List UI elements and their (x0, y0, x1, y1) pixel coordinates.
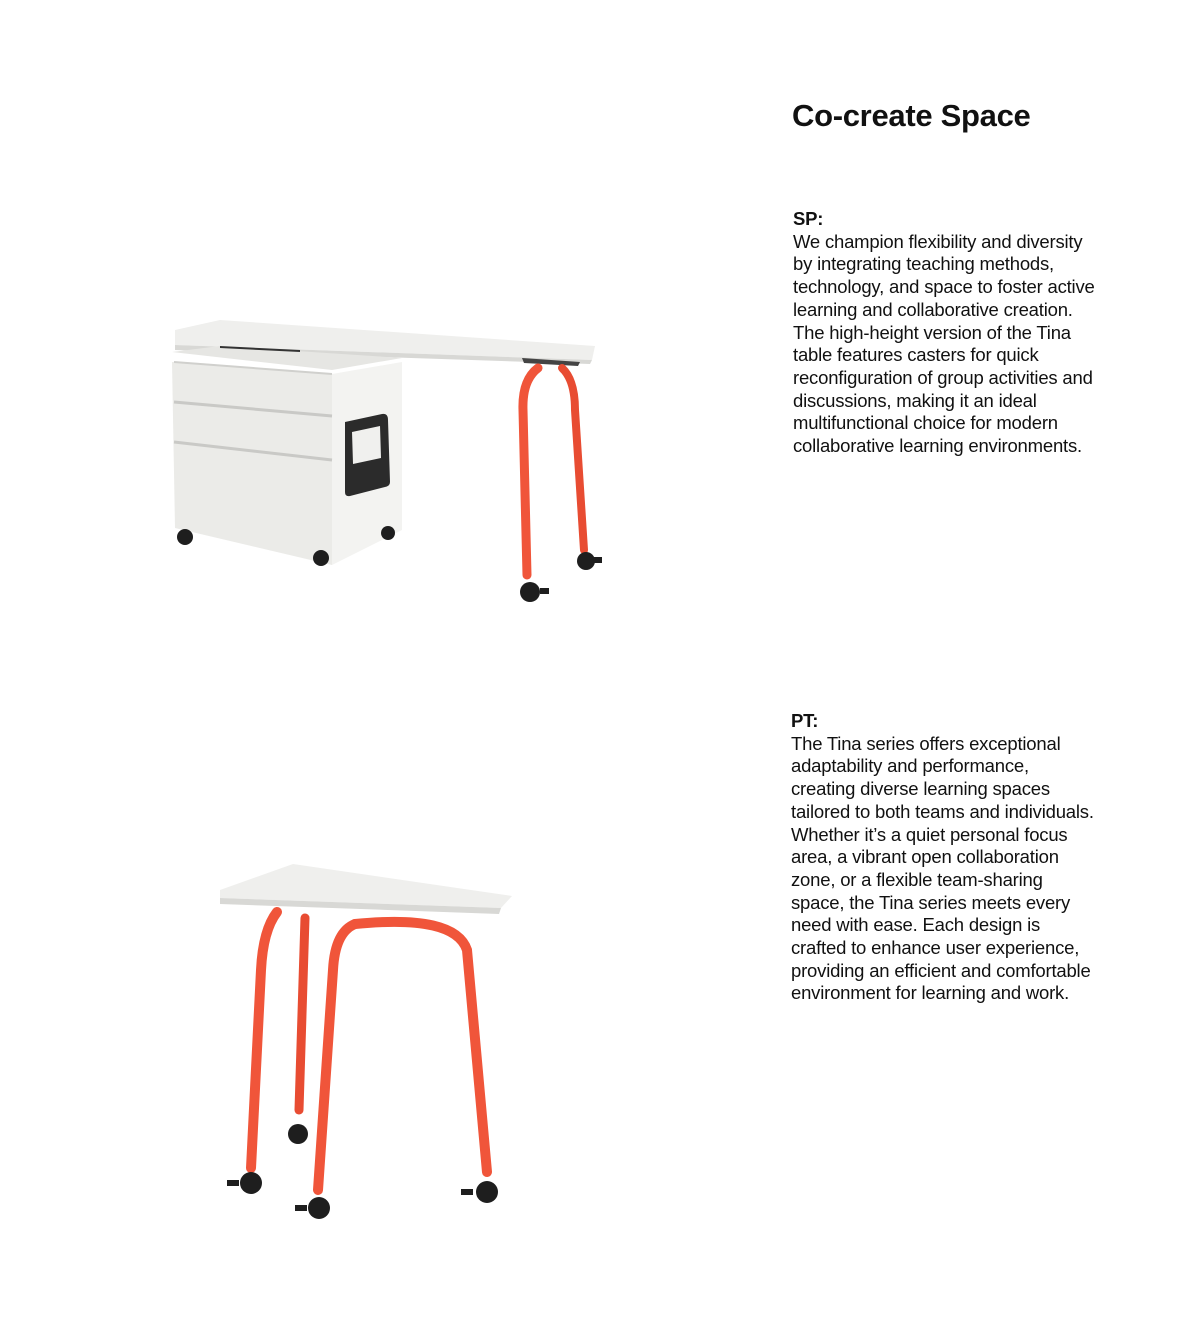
pedestal-front (172, 362, 332, 565)
table-leg-front-left (251, 912, 277, 1168)
table-leg-right (355, 922, 487, 1172)
caster (240, 1172, 262, 1194)
caster (381, 526, 395, 540)
pt-heading: PT: (791, 710, 819, 731)
page-title: Co-create Space (792, 98, 1031, 133)
sp-paragraph: The high-height version of the Tina table features casters for quick reconfiguration of group activities and discussions, making it an ideal multifunctional choice for modern collaborative learning environments. (793, 321, 1093, 457)
caster (520, 582, 540, 602)
caster (577, 552, 595, 570)
caster (313, 550, 329, 566)
caster (476, 1181, 498, 1203)
sp-heading: SP: (793, 208, 824, 229)
sp-section (793, 208, 1098, 458)
table-leg-front-middle (318, 924, 355, 1190)
caster (308, 1197, 330, 1219)
table-leg-back-left (299, 918, 305, 1110)
caster (177, 529, 193, 545)
sp-paragraph: We champion flexibility and diversity by integrating teaching methods, technology, and space to foster active learning and collaborative creation. (793, 230, 1095, 320)
desk-leg-back (562, 368, 584, 550)
caster (288, 1124, 308, 1144)
pt-section (791, 710, 1096, 1005)
trapezoid-table-image (205, 850, 535, 1230)
pt-paragraph: The Tina series offers exceptional adaptability and performance, creating diverse learning spaces tailored to both teams and individuals. Whether it’s a quiet personal focus area, a vibrant open collaboration zone, or a flexible team-sharing space, the Tina series meets every need with ease. Each design is crafted to enhance user experience, providing an efficient and comfortable environment for learning and work. (791, 732, 1094, 1004)
desk-leg-front (523, 368, 538, 575)
desk-with-pedestal-image (150, 300, 620, 620)
